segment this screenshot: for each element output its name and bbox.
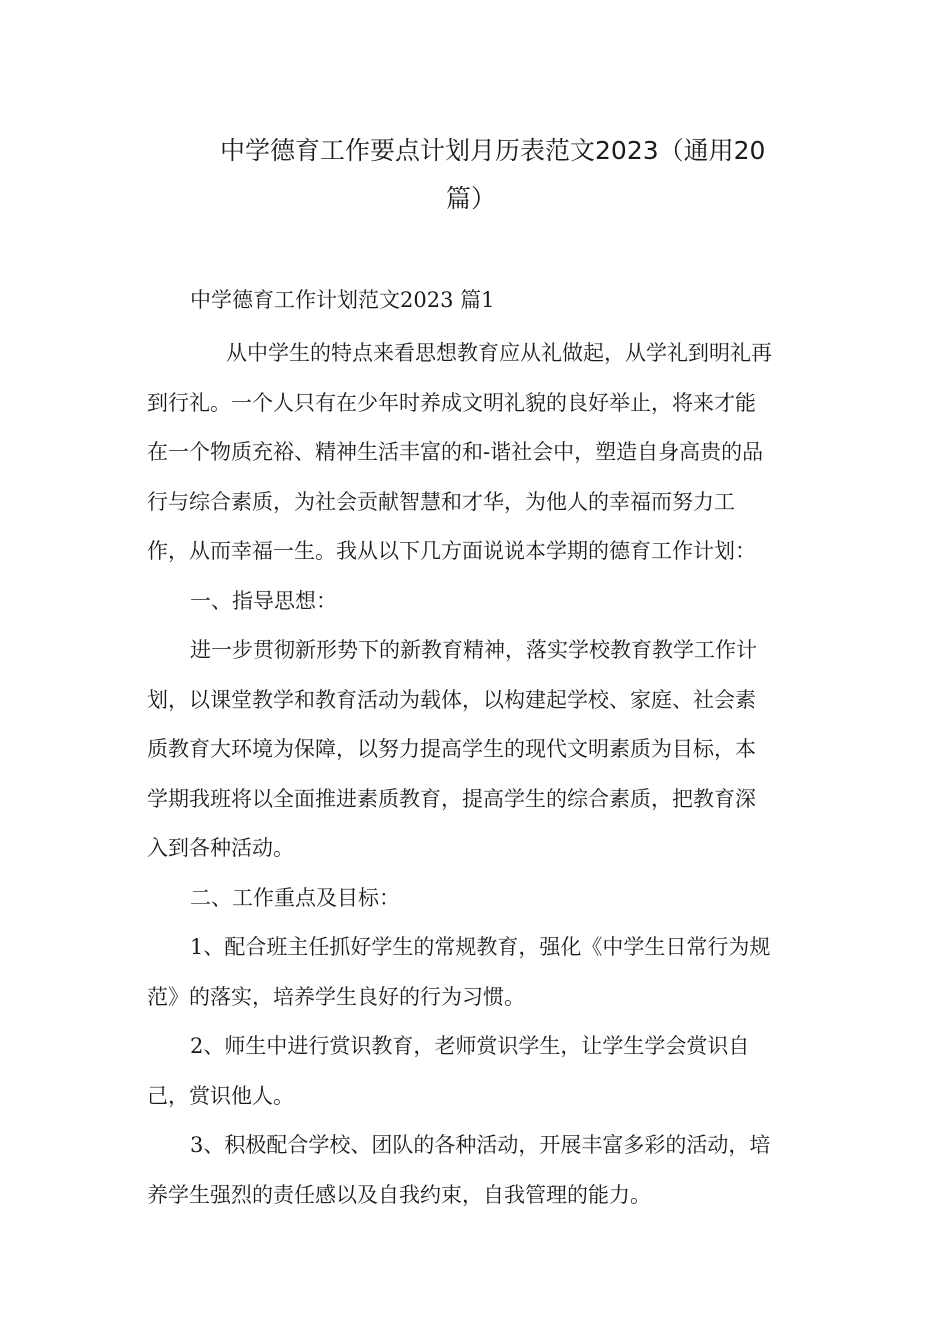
paragraph-line: 质教育大环境为保障，以努力提高学生的现代文明素质为目标，本 <box>147 737 756 761</box>
section-heading: 一、指导思想： <box>190 589 337 613</box>
paragraph-line: 从中学生的特点来看思想教育应从礼做起，从学礼到明礼再 <box>226 341 772 365</box>
document-title-line-2: 篇） <box>446 184 497 213</box>
paragraph-line: 作，从而幸福一生。我从以下几方面说说本学期的德育工作计划： <box>147 539 756 563</box>
paragraph-line: 到行礼。一个人只有在少年时养成文明礼貌的良好举止，将来才能 <box>147 391 756 415</box>
paragraph-line: 进一步贯彻新形势下的新教育精神，落实学校教育教学工作计 <box>190 638 757 662</box>
paragraph-line: 划，以课堂教学和教育活动为载体，以构建起学校、家庭、社会素 <box>147 688 756 712</box>
list-item-line: 1、配合班主任抓好学生的常规教育，强化《中学生日常行为规 <box>190 935 771 959</box>
list-item-line: 2、师生中进行赏识教育，老师赏识学生，让学生学会赏识自 <box>190 1034 750 1058</box>
paragraph-line: 行与综合素质，为社会贡献智慧和才华，为他人的幸福而努力工 <box>147 490 735 514</box>
list-item-line: 己，赏识他人。 <box>147 1084 294 1108</box>
paragraph-line: 入到各种活动。 <box>147 836 294 860</box>
paragraph-line: 在一个物质充裕、精神生活丰富的和-谐社会中，塑造自身高贵的品 <box>147 440 764 464</box>
list-item-line: 范》的落实，培养学生良好的行为习惯。 <box>147 985 525 1009</box>
list-item-line: 3、积极配合学校、团队的各种活动，开展丰富多彩的活动，培 <box>190 1133 771 1157</box>
document-title-line-1: 中学德育工作要点计划月历表范文2023（通用20 <box>220 136 766 165</box>
section-subheading: 中学德育工作计划范文2023 篇1 <box>190 288 495 312</box>
list-item-line: 养学生强烈的责任感以及自我约束，自我管理的能力。 <box>147 1183 651 1207</box>
section-heading: 二、工作重点及目标： <box>190 886 400 910</box>
paragraph-line: 学期我班将以全面推进素质教育，提高学生的综合素质，把教育深 <box>147 787 756 811</box>
